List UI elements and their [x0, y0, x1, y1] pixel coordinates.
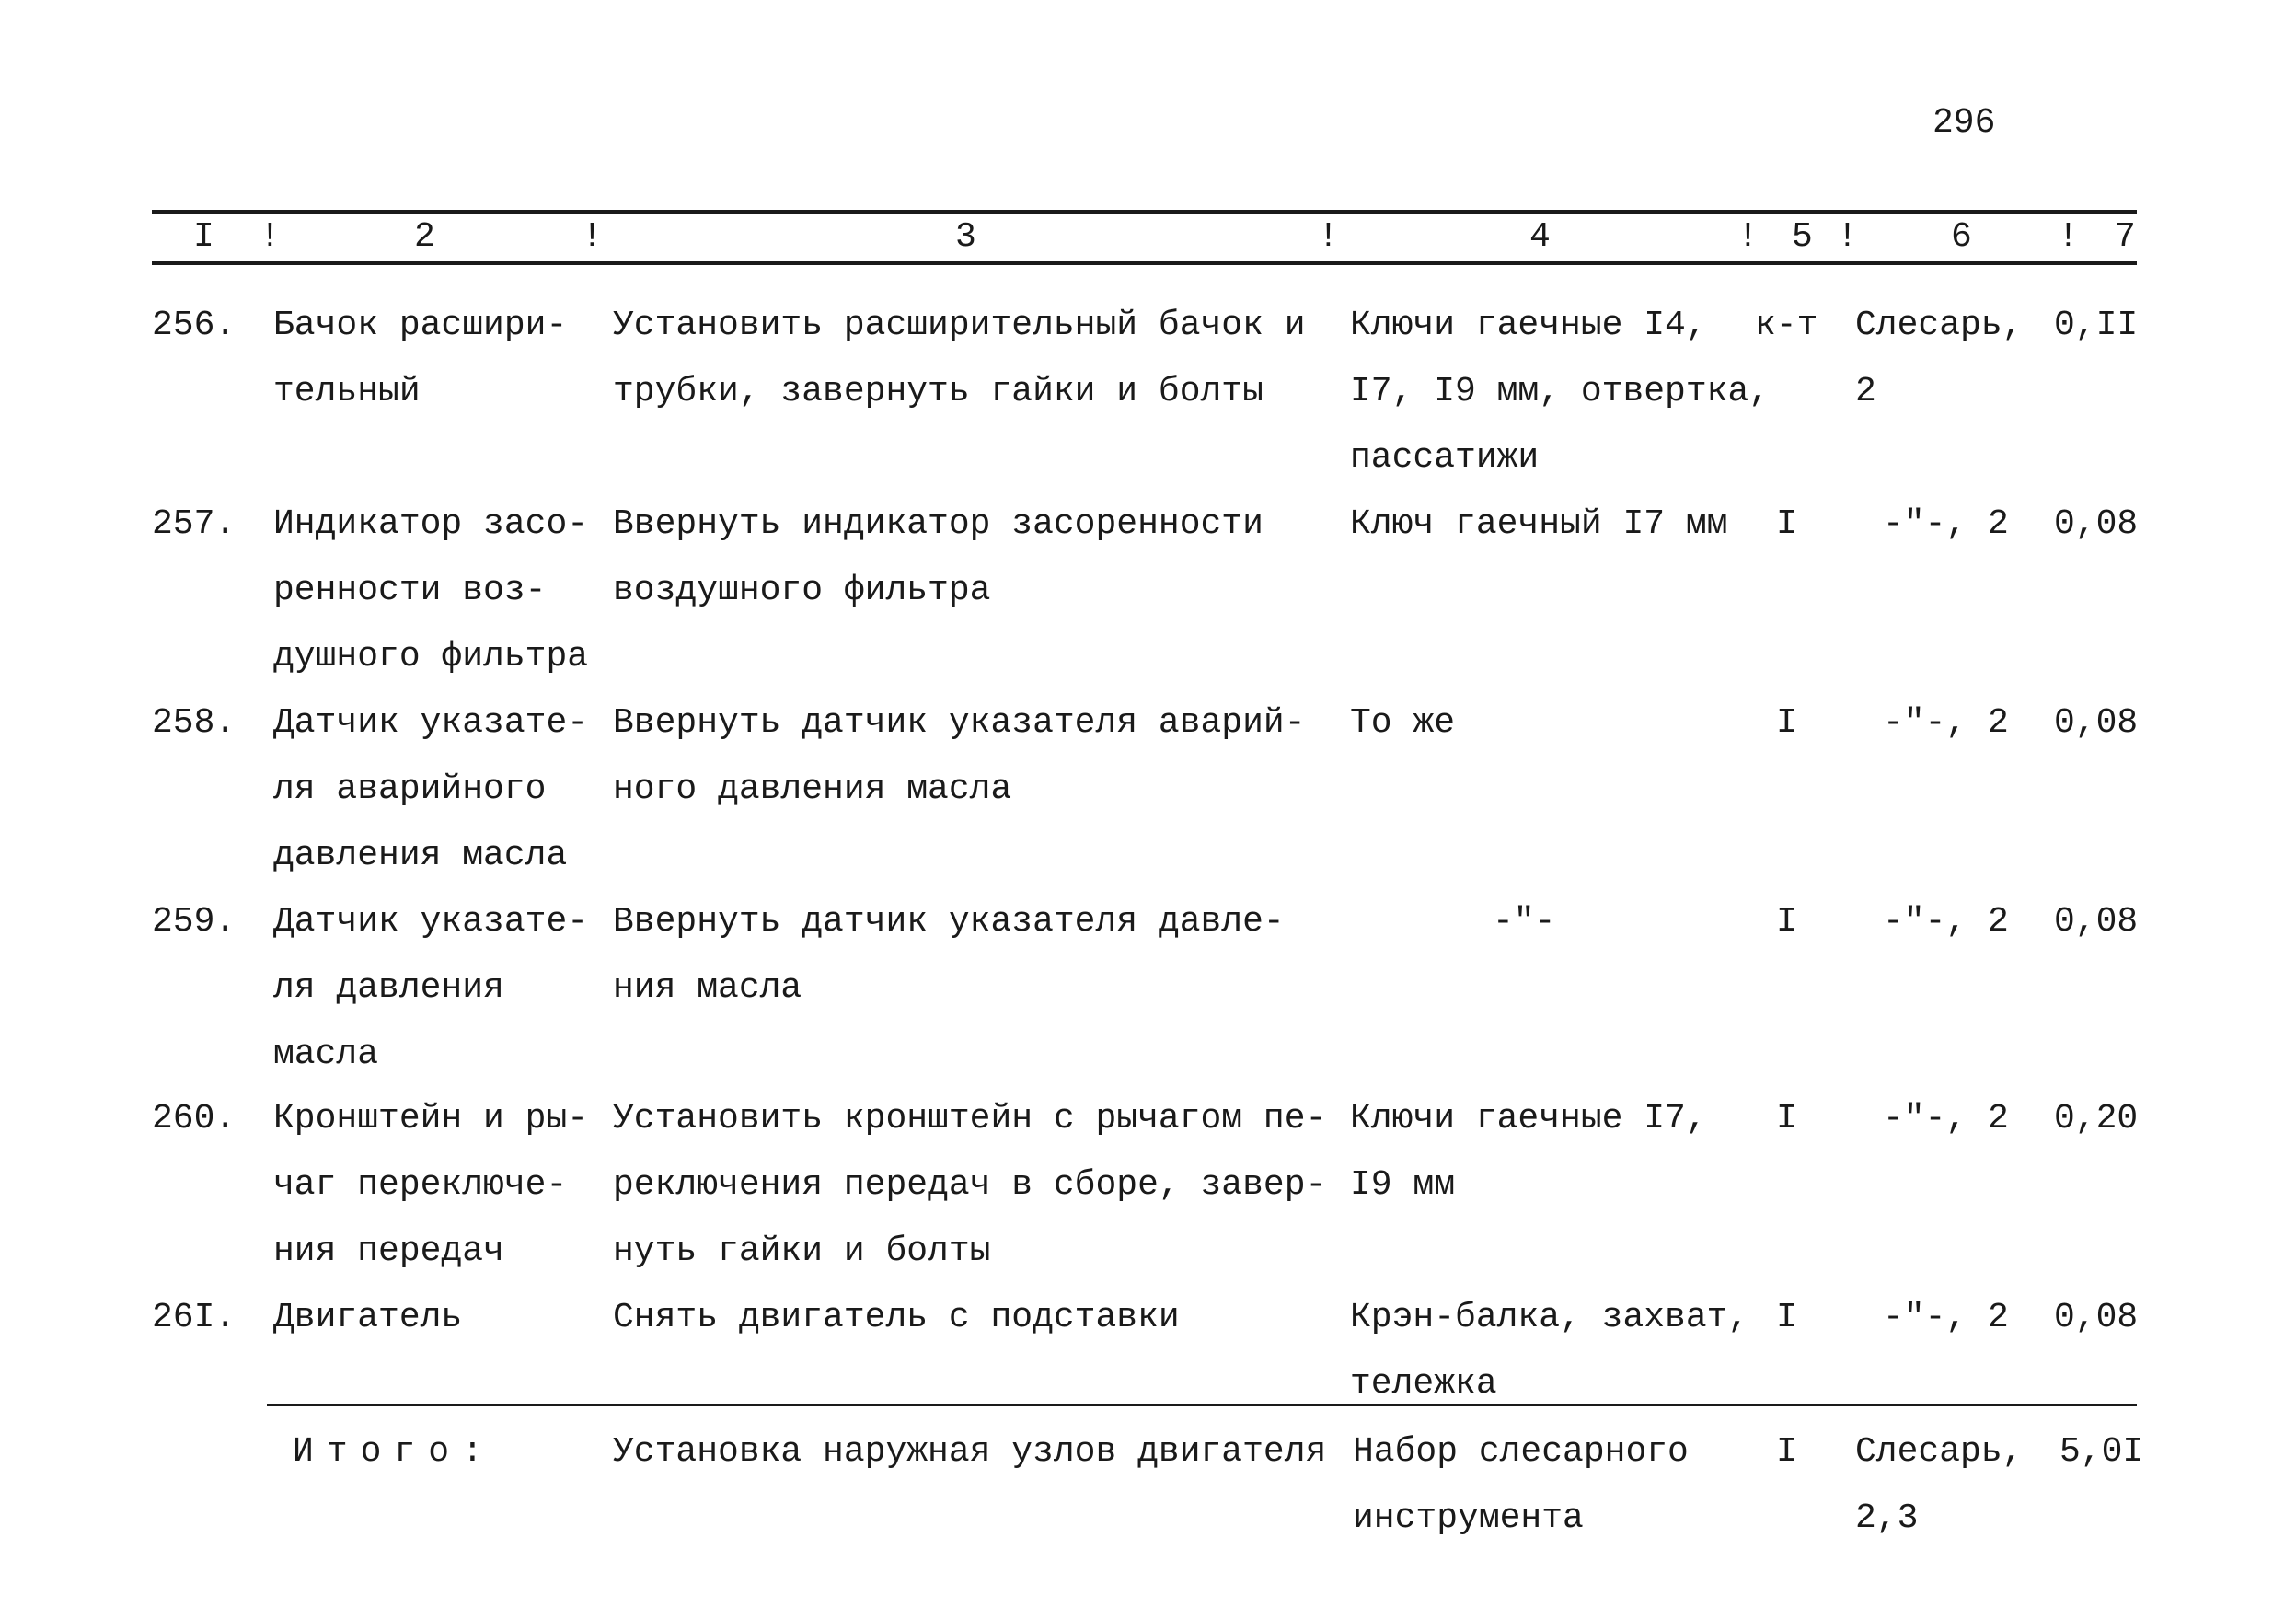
header-sep: ! [1837, 217, 1858, 257]
tools-line: Ключи гаечные I4, [1350, 306, 1707, 345]
total-tools-line-1: Набор слесарного [1353, 1432, 1689, 1472]
header-col-2: 2 [414, 217, 435, 257]
time-norm: 0,20 [2054, 1099, 2139, 1139]
header-sep: ! [260, 217, 281, 257]
quantity: I [1776, 1099, 1797, 1139]
part-name-line: Датчик указате- [273, 703, 589, 743]
quantity: к-т [1755, 306, 1818, 345]
row-number: 256. [152, 306, 237, 345]
tools-line: тележка [1350, 1364, 1497, 1404]
operation-line: ния масла [613, 968, 802, 1008]
header-col-7: 7 [2115, 217, 2136, 257]
tools-line: пассатижи [1350, 438, 1540, 478]
quantity: I [1776, 703, 1797, 743]
worker-line: -"-, 2 [1883, 703, 2009, 743]
header-col-4: 4 [1529, 217, 1551, 257]
operation-line: Ввернуть датчик указателя аварий- [613, 703, 1306, 743]
time-norm: 0,08 [2054, 504, 2139, 544]
table-header-rule [152, 261, 2137, 265]
part-name-line: Кронштейн и ры- [273, 1099, 589, 1139]
operation-line: ного давления масла [613, 769, 1012, 809]
header-sep: ! [2058, 217, 2079, 257]
part-name-line: Датчик указате- [273, 902, 589, 942]
total-time: 5,0I [2059, 1432, 2144, 1472]
part-name-line: давления масла [273, 836, 568, 875]
quantity: I [1776, 902, 1797, 942]
total-worker-line-1: Слесарь, [1855, 1432, 2024, 1472]
part-name-line: масла [273, 1035, 379, 1074]
worker-line: -"-, 2 [1883, 902, 2009, 942]
operation-line: Ввернуть индикатор засоренности [613, 504, 1263, 544]
row-number: 259. [152, 902, 237, 942]
time-norm: 0,08 [2054, 1298, 2139, 1337]
quantity: I [1776, 1298, 1797, 1337]
time-norm: 0,II [2054, 306, 2139, 345]
header-col-5: 5 [1792, 217, 1813, 257]
tools-line: -"- [1493, 902, 1556, 942]
header-sep: ! [1318, 217, 1339, 257]
part-name-line: тельный [273, 372, 421, 411]
worker-line: 2 [1855, 372, 1876, 411]
worker-line: -"-, 2 [1883, 1298, 2009, 1337]
part-name-line: ля давления [273, 968, 504, 1008]
worker-line: Слесарь, [1855, 306, 2024, 345]
tools-line: I7, I9 мм, отвертка, [1350, 372, 1771, 411]
part-name-line: ля аварийного [273, 769, 547, 809]
tools-line: То же [1350, 703, 1456, 743]
tools-line: Крэн-балка, захват, [1350, 1298, 1749, 1337]
row-number: 257. [152, 504, 237, 544]
part-name-line: Двигатель [273, 1298, 463, 1337]
tools-line: Ключ гаечный I7 мм [1350, 504, 1728, 544]
operation-line: реключения передач в сборе, завер- [613, 1165, 1327, 1205]
row-number: 26I. [152, 1298, 237, 1337]
tools-line: I9 мм [1350, 1165, 1456, 1205]
time-norm: 0,08 [2054, 902, 2139, 942]
header-col-3: 3 [955, 217, 976, 257]
part-name-line: чаг переключе- [273, 1165, 568, 1205]
operation-line: Установить кронштейн с рычагом пе- [613, 1099, 1327, 1139]
total-label: Итого: [293, 1432, 496, 1472]
quantity: I [1776, 504, 1797, 544]
total-worker-line-2: 2,3 [1855, 1498, 1919, 1538]
table-top-rule [152, 210, 2137, 214]
total-qty: I [1776, 1432, 1797, 1472]
worker-line: -"-, 2 [1883, 1099, 2009, 1139]
worker-line: -"-, 2 [1883, 504, 2009, 544]
operation-line: Снять двигатель с подставки [613, 1298, 1180, 1337]
total-tools-line-2: инструмента [1353, 1498, 1584, 1538]
part-name-line: ренности воз- [273, 571, 547, 610]
part-name-line: Индикатор засо- [273, 504, 589, 544]
total-operation: Установка наружная узлов двигателя [613, 1432, 1327, 1472]
part-name-line: душного фильтра [273, 637, 589, 676]
operation-line: нуть гайки и болты [613, 1231, 991, 1271]
row-number: 258. [152, 703, 237, 743]
header-sep: ! [1737, 217, 1759, 257]
total-rule [267, 1404, 2137, 1406]
operation-line: трубки, завернуть гайки и болты [613, 372, 1263, 411]
operation-line: Ввернуть датчик указателя давле- [613, 902, 1285, 942]
part-name-line: Бачок расшири- [273, 306, 568, 345]
time-norm: 0,08 [2054, 703, 2139, 743]
row-number: 260. [152, 1099, 237, 1139]
operation-line: воздушного фильтра [613, 571, 991, 610]
part-name-line: ния передач [273, 1231, 504, 1271]
operation-line: Установить расширительный бачок и [613, 306, 1306, 345]
page-number: 296 [1933, 103, 1996, 143]
header-col-6: 6 [1951, 217, 1972, 257]
header-col-1: I [193, 217, 214, 257]
tools-line: Ключи гаечные I7, [1350, 1099, 1707, 1139]
header-sep: ! [582, 217, 603, 257]
